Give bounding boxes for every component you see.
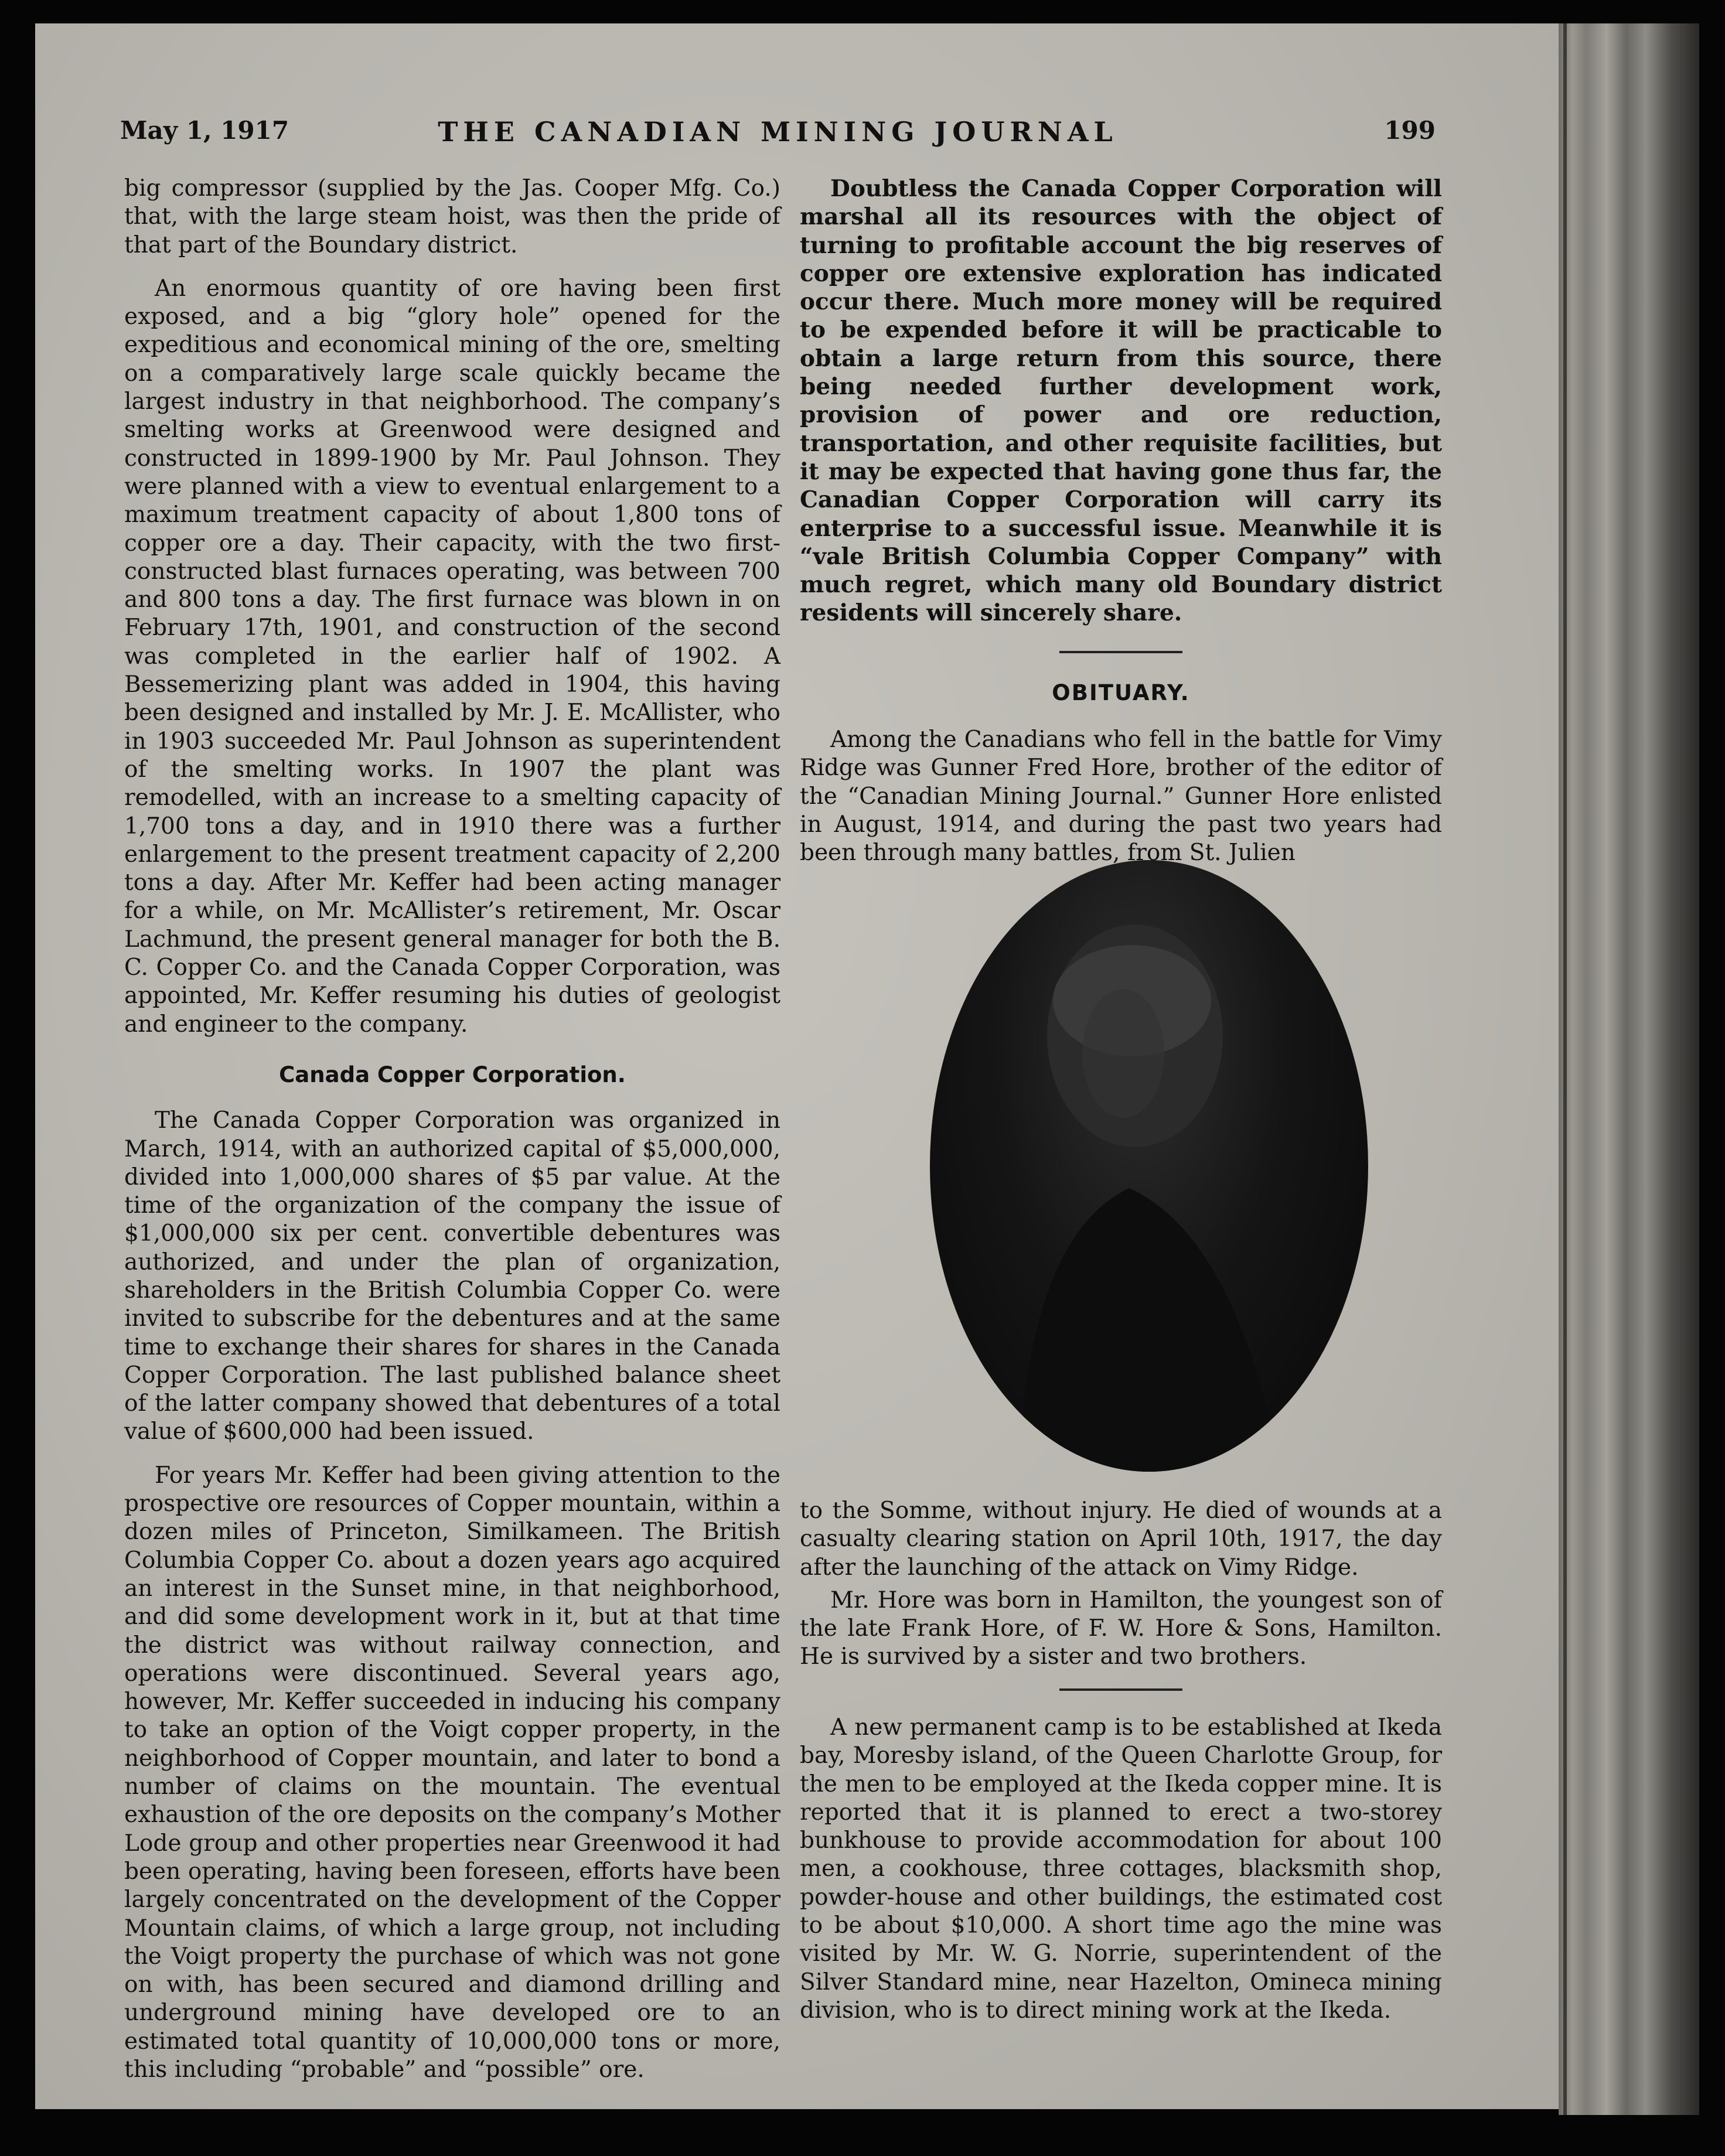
paragraph: Mr. Hore was born in Hamilton, the youngest son of the late Frank Hore, of F. W. Hore & Sons, Hamilton. He is survived by a sister and two brothers. bbox=[800, 1587, 1442, 1670]
right-column-middle bbox=[800, 1497, 1442, 1671]
right-column-bottom bbox=[800, 1714, 1442, 2025]
portrait-figure bbox=[930, 860, 1368, 1472]
paragraph: An enormous quantity of ore having been first exposed, and a big “glory hole” opened for the expeditious and economical mining of the ore, smelting on a comparatively large scale quickly became the largest industry in that neighborhood. The company’s smelting works at Greenwood were designed and constructed in 1899-1900 by Mr. Paul Johnson. They were planned with a view to eventual enlargement to a maximum treatment capacity of about 1,800 tons of copper ore a day. Their capacity, with the two first-constructed blast furnaces operating, was between 700 and 800 tons a day. The first furnace was blown in on February 17th, 1901, and construction of the second was completed in the earlier half of 1902. A Bessemerizing plant was added in 1904, this having been designed and installed by Mr. J. E. McAllister, who in 1903 succeeded Mr. Paul Johnson as superintendent of the smelting works. In 1907 the plant was remodelled, with an increase to a smelting capacity of 1,700 tons a day, and in 1910 there was a further enlargement to the present treatment capacity of 2,200 tons a day. After Mr. Keffer had been acting manager for a while, on Mr. McAllister’s retirement, Mr. Oscar Lachmund, the present general manager for both the B. C. Copper Co. and the Canada Copper Corporation, was appointed, Mr. Keffer resuming his duties of geologist and engineer to the company. bbox=[124, 275, 780, 1038]
journal-title: THE CANADIAN MINING JOURNAL bbox=[438, 116, 1118, 148]
paragraph: to the Somme, without injury. He died of wounds at a casualty clearing station on April 10th, 1917, the day after the launching of the attack on Vimy Ridge. bbox=[800, 1497, 1442, 1581]
divider bbox=[1059, 1688, 1182, 1691]
paragraph: big compressor (supplied by the Jas. Cooper Mfg. Co.) that, with the large steam hoist, was then the pride of that part of the Boundary district. bbox=[124, 175, 780, 258]
paragraph: For years Mr. Keffer had been giving attention to the prospective ore resources of Copper mountain, within a dozen miles of Princeton, Similkameen. The British Columbia Copper Co. about a dozen years ago acquired an interest in the Sunset mine, in that neighborhood, and did some development work in it, but at that time the district was without railway connection, and operations were discontinued. Several years ago, however, Mr. Keffer succeeded in inducing his company to take an option of the Voigt copper property, in the neighborhood of Copper mountain, and later to bond a number of claims on the mountain. The eventual exhaustion of the ore deposits on the company’s Mother Lode group and other properties near Greenwood it had been operating, having been foreseen, efforts have been largely concentrated on the development of the Copper Mountain claims, of which a large group, not including the Voigt property the purchase of which was not gone on with, has been secured and diamond drilling and underground mining have developed ore to an estimated total quantity of 10,000,000 tons or more, this including “probable” and “possible” ore. bbox=[124, 1462, 780, 2083]
divider bbox=[1059, 651, 1182, 653]
portrait-photo bbox=[930, 860, 1368, 1472]
gutter-edge bbox=[1563, 23, 1567, 2115]
obituary-heading: OBITUARY. bbox=[1052, 680, 1190, 705]
paragraph: Doubtless the Canada Copper Corporation will marshal all its resources with the object of turning to profitable account the big reserves of copper ore extensive exploration has indicated occur there. Much more money will be required to be expended before it will be practicable to obtain a large return from this source, there being needed further development work, provision of power and ore reduction, transportation, and other requisite facilities, but it may be expected that having gone thus far, the Canadian Copper Corporation will carry its enterprise to a successful issue. Meanwhile it is “vale British Columbia Copper Company” with much regret, which many old Boundary district residents will sincerely share. bbox=[800, 175, 1442, 627]
paragraph: The Canada Copper Corporation was organized in March, 1914, with an authorized capital of $5,000,000, divided into 1,000,000 shares of $5 par value. At the time of the organization of the company the issue of $1,000,000 six per cent. convertible debentures was authorized, and under the plan of organization, shareholders in the British Columbia Copper Co. were invited to subscribe for the debentures and at the same time to exchange their shares for shares in the Canada Copper Corporation. The last published balance sheet of the latter company showed that debentures of a total value of $600,000 had been issued. bbox=[124, 1107, 780, 1445]
running-header bbox=[120, 116, 1436, 151]
paragraph: Among the Canadians who fell in the battle for Vimy Ridge was Gunner Fred Hore, brother of the editor of the “Canadian Mining Journal.” Gunner Hore enlisted in August, 1914, and during the past two years had been through many battles, from St. Julien bbox=[800, 726, 1442, 867]
page-number: 199 bbox=[1384, 116, 1436, 145]
book-gutter bbox=[1559, 23, 1699, 2115]
right-column-top bbox=[800, 175, 1442, 868]
left-column bbox=[124, 175, 780, 2084]
issue-date: May 1, 1917 bbox=[120, 116, 289, 145]
section-subheading: Canada Copper Corporation. bbox=[279, 1062, 626, 1087]
paragraph: A new permanent camp is to be established at Ikeda bay, Moresby island, of the Queen Charlotte Group, for the men to be employed at the Ikeda copper mine. It is reported that it is planned to erect a two-storey bunkhouse to provide accommodation for about 100 men, a cookhouse, three cottages, blacksmith shop, powder-house and other buildings, the estimated cost to be about $10,000. A short time ago the mine was visited by Mr. W. G. Norrie, superintendent of the Silver Standard mine, near Hazelton, Omineca mining division, who is to direct mining work at the Ikeda. bbox=[800, 1714, 1442, 2024]
